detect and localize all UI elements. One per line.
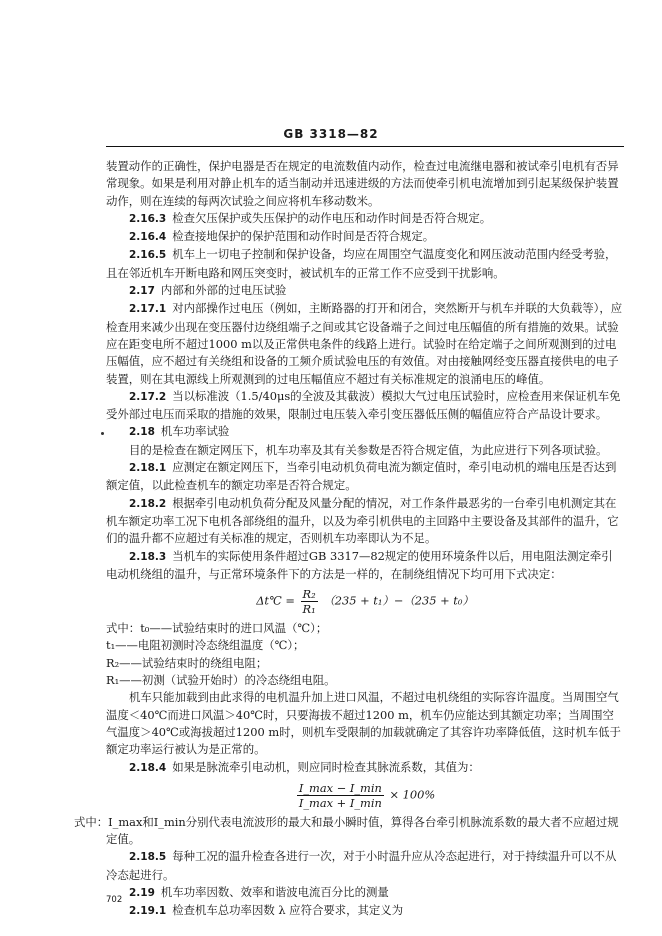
section-number: 2.17 bbox=[129, 285, 155, 298]
paragraph: 装置动作的正确性，保护电器是否在规定的电流数值内动作，检查过电流继电器和被试牵引电机有否异常现象。如果是利用对静止机车的适当制动并迅速进级的方法而使牵引机电流增加到引起某级保护装置动作，则在连续的每两次试验之间应将机车移动数米。 bbox=[106, 159, 619, 208]
clause-number: 2.18.2 bbox=[129, 497, 167, 510]
clause-text: 当以标准波（1.5/40μs的全波及其截波）模拟大气过电压试验时，应检查用来保证机车免受外部过电压而采取的措施的效果，限制过电压装入牵引变压器低压侧的幅值应符合产品设计要求。 bbox=[106, 388, 621, 422]
formula-rhs: （235 + t₁）−（235 + t₀） bbox=[323, 593, 474, 608]
clause-number: 2.18.1 bbox=[129, 462, 167, 475]
section-title: 机车功率因数、效率和谐波电流百分比的测量 bbox=[160, 884, 389, 899]
clause-2-17-2 bbox=[106, 388, 624, 424]
section-number: 2.19 bbox=[129, 886, 155, 899]
ripple-factor-formula bbox=[106, 781, 624, 810]
variable-definition: R₁——初测（试验开始时）的冷态绕组电阻。 bbox=[106, 673, 336, 688]
where-label: 式中： bbox=[106, 621, 141, 636]
section-2-18 bbox=[106, 423, 624, 441]
clause-2-16-4 bbox=[106, 228, 624, 246]
clause-text: 应测定在额定网压下，当牵引电动机负荷电流为额定值时，牵引电动机的端电压是否达到额定值，以此检查机车的额定功率是否符合规定。 bbox=[106, 460, 617, 493]
clause-number: 2.18.4 bbox=[129, 761, 167, 774]
clause-text: 检查欠压保护或失压保护的动作电压和动作时间是否符合规定。 bbox=[172, 210, 492, 225]
variable-definition: t₀——试验结束时的进口风温（℃）； bbox=[140, 621, 328, 636]
temperature-rise-formula bbox=[106, 587, 624, 616]
clause-text: 当机车的实际使用条件超过GB 3317—82规定的使用环境条件以后，用电阻法测定牵引电动机绕组的温升，与正常环境条件下的方法是一样的，在制绕组情况下均可用下式决定： bbox=[106, 548, 613, 581]
clause-text: 每种工况的温升检查各进行一次，对于小时温升应从冷态起进行，对于持续温升可以不从冷态起进行。 bbox=[106, 849, 617, 882]
formula-fraction bbox=[301, 587, 318, 616]
clause-text: 根据牵引电动机负荷分配及风量分配的情况，对工作条件最恶劣的一台牵引电机测定其在机车额定功率工况下电机各部绕组的温升，以及为牵引机供电的主回路中主要设备及其部件的温升，它们的温升都不应超过有关标准的规定，否则机车功率即认为不足。 bbox=[106, 495, 619, 546]
clause-number: 2.17.1 bbox=[129, 303, 167, 316]
variable-definition: R₂——试验结束时的绕组电阻； bbox=[106, 655, 268, 670]
header-rule bbox=[106, 146, 624, 147]
clause-text: 如果是脉流牵引电动机，则应同时检查其脉流系数，其值为： bbox=[172, 759, 480, 774]
page-header: GB 3318—82 bbox=[283, 127, 379, 141]
clause-text: 检查机车总功率因数 λ 应符合要求，其定义为 bbox=[172, 903, 404, 918]
section-title: 内部和外部的过电压试验 bbox=[160, 283, 287, 298]
formula-rhs: × 100% bbox=[389, 787, 436, 802]
clause-text: 检查接地保护的保护范围和动作时间是否符合规定。 bbox=[172, 229, 435, 244]
paragraph: 机车只能加载到由此求得的电机温升加上进口风温，不超过电机绕组的实际容许温度。当周围空气温度＜40℃而进口风温＞40℃时，只要海拔不超过1200 m，机车仍应能达到其额定功率；当周围空气温度＞40℃或海拔超过1200 m时，则机车受限制的加载就确定了其容许功率降低值，这时机车低于额定功率运行被认为是正常的。 bbox=[106, 690, 621, 757]
clause-2-18-5 bbox=[106, 848, 624, 884]
formula-denominator: I_max + I_min bbox=[298, 795, 382, 810]
clause-2-17-1 bbox=[106, 300, 624, 387]
clause-2-18-4 bbox=[106, 759, 624, 777]
clause-number: 2.18.5 bbox=[129, 851, 167, 864]
section-number: 2.18 bbox=[129, 426, 155, 439]
section-2-17 bbox=[106, 282, 624, 300]
where-line bbox=[106, 620, 624, 637]
formula-numerator: R₂ bbox=[302, 587, 316, 602]
formula-denominator: R₁ bbox=[302, 602, 316, 617]
formula-fraction bbox=[297, 781, 384, 810]
margin-dot bbox=[101, 432, 104, 435]
page-number: 702 bbox=[106, 895, 123, 905]
body-text bbox=[74, 158, 624, 921]
formula-lhs: Δt℃ = bbox=[256, 593, 295, 608]
clause-2-18-3 bbox=[106, 548, 624, 584]
clause-2-16-5 bbox=[106, 246, 624, 282]
section-title: 机车功率试验 bbox=[160, 424, 230, 439]
section-2-19 bbox=[106, 884, 624, 902]
clause-text: 对内部操作过电压（例如，主断路器的打开和闭合，突然断开与机车并联的大负载等），应检查用来减少出现在变压器付边绕组端子之间或其它设备端子之间过电压幅值的所有措施的效果。试验应在距变电所不超过1000 m以及正常供电条件的线路上进行。试验时在给定端子之间所观测到的过电压幅值，应不超过有关绕组和设备的工频介质试验电压的有效值。对由接触网经变压器直接供电的电子装置，则在其电源线上所观测到的过电压幅值应不超过有关标准规定的浪涌电压的峰值。 bbox=[106, 301, 623, 386]
formula-numerator: I_max − I_min bbox=[298, 780, 382, 795]
clause-number: 2.16.5 bbox=[129, 249, 167, 262]
clause-2-16-3 bbox=[106, 210, 624, 228]
clause-number: 2.16.4 bbox=[129, 231, 167, 244]
variable-definition: t₁——电阻初测时冷态绕组温度（℃）； bbox=[106, 638, 305, 653]
clause-number: 2.17.2 bbox=[129, 390, 167, 403]
clause-number: 2.19.1 bbox=[129, 905, 167, 918]
clause-text: 机车上一切电子控制和保护设备，均应在周围空气温度变化和网压波动范围内经受考验，且在邻近机车开断电路和网压突变时，被试机车的正常工作不应受到干扰影响。 bbox=[106, 247, 617, 280]
paragraph: 目的是检查在额定网压下，机车功率及其有关参数是否符合规定值，为此应进行下列各项试验。 bbox=[129, 442, 608, 457]
clause-2-18-2 bbox=[106, 495, 624, 548]
clause-number: 2.16.3 bbox=[129, 212, 167, 225]
clause-number: 2.18.3 bbox=[129, 550, 167, 563]
clause-2-18-1 bbox=[106, 459, 624, 495]
where-line: 式中：I_max和I_min分别代表电流波形的最大和最小瞬时值，算得各台牵引机脉流系数的最大者不应超过规定值。 bbox=[74, 814, 619, 847]
clause-2-19-1 bbox=[106, 902, 624, 920]
